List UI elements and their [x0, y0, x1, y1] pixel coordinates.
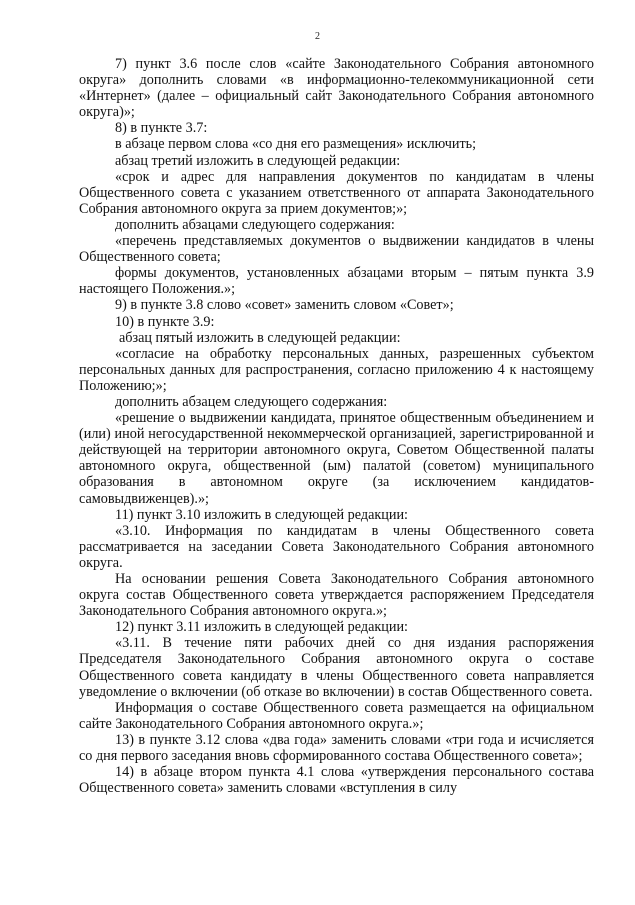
document-body [79, 56, 594, 796]
paragraph: дополнить абзацами следующего содержания: [115, 216, 395, 233]
paragraph: «3.10. Информация по кандидатам в члены Общественного совета рассматривается на заседании Совета Законодательного Собрания автономного округа. [79, 522, 594, 571]
paragraph: абзац третий изложить в следующей редакции: [115, 152, 401, 169]
paragraph: «срок и адрес для направления документов по кандидатам в члены Общественного совета с указанием ответственного от аппарата Законодательного Собрания автономного округа за прием документов;»; [79, 168, 594, 217]
paragraph: формы документов, установленных абзацами вторым – пятым пункта 3.9 настоящего Положения.»; [79, 265, 594, 298]
page-number: 2 [315, 31, 320, 42]
paragraph: «согласие на обработку персональных данных, разрешенных субъектом персональных данных для распространения, согласно приложению 4 к настоящему Положению;»; [79, 345, 594, 394]
paragraph: 10) в пункте 3.9: [115, 313, 215, 330]
paragraph: 12) пункт 3.11 изложить в следующей редакции: [115, 619, 409, 636]
paragraph: «3.11. В течение пяти рабочих дней со дня издания распоряжения Председателя Законодательного Собрания автономного округа о составе Общественного совета кандидату в члены Общественного совета направляется уведомление о включении (об отказе во включении) в состав Общественного совета. [79, 635, 594, 700]
paragraph: 14) в абзаце втором пункта 4.1 слова «утверждения персонального состава Общественного совета» заменить словами «вступления в силу [79, 764, 594, 797]
paragraph: 13) в пункте 3.12 слова «два года» заменить словами «три года и исчисляется со дня первого заседания вновь сформированного состава Общественного совета»; [79, 731, 594, 765]
paragraph: Информация о составе Общественного совета размещается на официальном сайте Законодательного Собрания автономного округа.»; [79, 699, 594, 732]
paragraph: «решение о выдвижении кандидата, принятое общественным объединением и (или) иной негосударственной некоммерческой организацией, зарегистрированной и действующей на территории автономного округа, Советом Общественной палаты автономного округа, общественной (ым) палатой (советом) муниципального образования в автономном округе (за исключением кандидатов-самовыдвиженцев).»; [79, 410, 594, 507]
paragraph: «перечень представляемых документов о выдвижении кандидатов в члены Общественного совета; [79, 233, 594, 266]
paragraph: в абзаце первом слова «со дня его размещения» исключить; [115, 136, 477, 153]
paragraph: дополнить абзацем следующего содержания: [115, 393, 388, 410]
paragraph: абзац пятый изложить в следующей редакции: [119, 329, 401, 346]
paragraph: 8) в пункте 3.7: [115, 120, 208, 137]
paragraph: 7) пункт 3.6 после слов «сайте Законодательного Собрания автономного округа» дополнить словами «в информационно-телекоммуникационной сети «Интернет» (далее – официальный сайт Законодательного Собрания автономного округа)»; [79, 56, 594, 121]
paragraph: 11) пункт 3.10 изложить в следующей редакции: [115, 506, 409, 523]
paragraph: На основании решения Совета Законодательного Собрания автономного округа состав Общественного совета утверждается распоряжением Председателя Законодательного Собрания автономного округа.»; [79, 571, 594, 620]
paragraph: 9) в пункте 3.8 слово «совет» заменить словом «Совет»; [115, 297, 454, 314]
